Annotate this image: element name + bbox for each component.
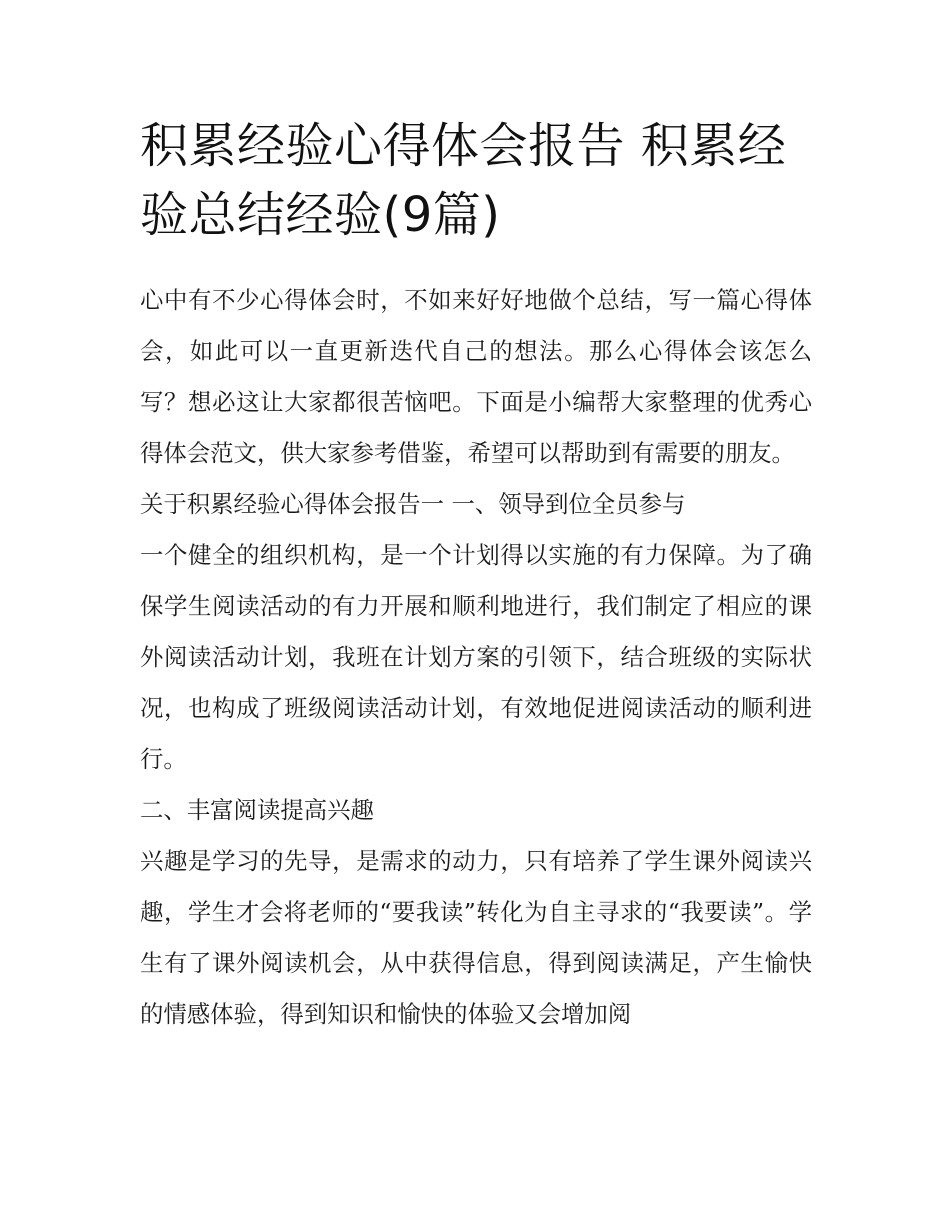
section-heading-one: 关于积累经验心得体会报告一 一、领导到位全员参与 <box>140 490 686 518</box>
document-body <box>140 275 812 1040</box>
document-title: 积累经验心得体会报告 积累经验总结经验(9篇) <box>140 118 787 243</box>
document-page <box>140 112 812 1040</box>
section-heading-two: 二、丰富阅读提高兴趣 <box>140 796 374 824</box>
intro-paragraph: 心中有不少心得体会时，不如来好好地做个总结，写一篇心得体会，如此可以一直更新迭代自己的想法。那么心得体会该怎么写？想必这让大家都很苦恼吧。下面是小编帮大家整理的优秀心得体会范文，供大家参考借鉴，希望可以帮助到有需要的朋友。 <box>140 286 812 467</box>
section-one-paragraph: 一个健全的组织机构，是一个计划得以实施的有力保障。为了确保学生阅读活动的有力开展和顺利地进行，我们制定了相应的课外阅读活动计划，我班在计划方案的引领下，结合班级的实际状况，也构成了班级阅读活动计划，有效地促进阅读活动的顺利进行。 <box>140 541 812 773</box>
section-two-paragraph: 兴趣是学习的先导，是需求的动力，只有培养了学生课外阅读兴趣，学生才会将老师的“要我读”转化为自主寻求的“我要读”。学生有了课外阅读机会，从中获得信息，得到阅读满足，产生愉快的情感体验，得到知识和愉快的体验又会增加阅 <box>140 847 812 1028</box>
